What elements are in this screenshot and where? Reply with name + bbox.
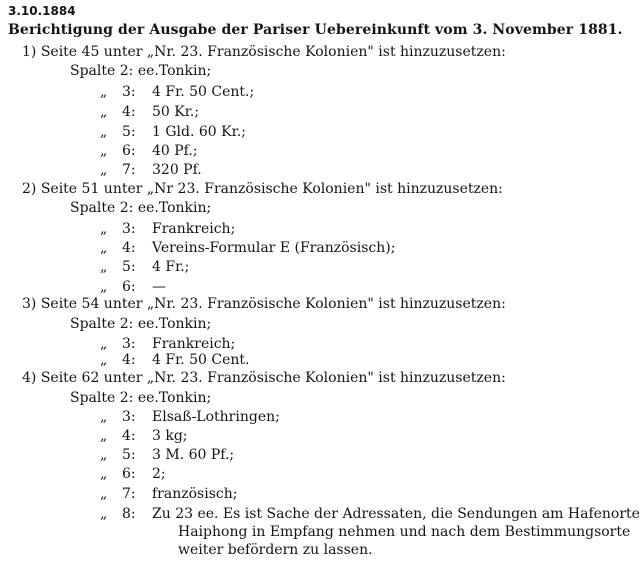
column-value: Zu 23 ee. Es ist Sache der Adressaten, die Sendungen am Hafenorte	[152, 506, 640, 522]
section-4-spalte-2: Spalte 2: ee.Tonkin;	[70, 390, 212, 406]
section-4-row-6	[100, 466, 166, 482]
ditto-mark: „	[100, 104, 108, 120]
ditto-mark: „	[100, 506, 108, 522]
column-number: 7:	[122, 486, 136, 502]
column-number: 4:	[122, 428, 136, 444]
section-1-row-6	[100, 143, 198, 159]
ditto-mark: „	[100, 162, 108, 178]
ditto-mark: „	[100, 447, 108, 463]
column-number: 4:	[122, 240, 136, 256]
ditto-mark: „	[100, 124, 108, 140]
column-value: 4 Fr. 50 Cent.;	[152, 84, 255, 100]
continuation-line-2: weiter befördern zu lassen.	[178, 542, 373, 558]
column-value: Frankreich;	[152, 221, 236, 237]
section-3-row-3	[100, 336, 235, 352]
ditto-mark: „	[100, 336, 108, 352]
section-1-spalte-2: Spalte 2: ee.Tonkin;	[70, 63, 212, 79]
column-value: Elsaß-Lothringen;	[152, 409, 280, 425]
ditto-mark: „	[100, 143, 108, 159]
column-value: 4 Fr.;	[152, 259, 190, 275]
ditto-mark: „	[100, 486, 108, 502]
document-heading: Berichtigung der Ausgabe der Pariser Uebereinkunft vom 3. November 1881.	[8, 22, 623, 38]
column-number: 3:	[122, 409, 136, 425]
section-2-row-4	[100, 240, 395, 256]
column-value: französisch;	[152, 486, 238, 502]
section-3-spalte-2: Spalte 2: ee.Tonkin;	[70, 316, 212, 332]
ditto-mark: „	[100, 240, 108, 256]
column-number: 4:	[122, 104, 136, 120]
column-number: 3:	[122, 336, 136, 352]
column-number: 3:	[122, 221, 136, 237]
document-date: 3.10.1884	[8, 4, 76, 18]
column-value: 40 Pf.;	[152, 143, 198, 159]
section-1-row-3	[100, 84, 254, 100]
column-number: 5:	[122, 259, 136, 275]
column-number: 7:	[122, 162, 136, 178]
column-number: 5:	[122, 124, 136, 140]
column-number: 6:	[122, 279, 136, 295]
column-number: 3:	[122, 84, 136, 100]
section-4-row-8	[100, 506, 640, 522]
ditto-mark: „	[100, 428, 108, 444]
ditto-mark: „	[100, 279, 108, 295]
ditto-mark: „	[100, 352, 108, 368]
column-value: 320 Pf.	[152, 162, 202, 178]
section-2-row-5	[100, 259, 189, 275]
section-2-title: 2) Seite 51 unter „Nr 23. Französische Kolonien" ist hinzuzusetzen:	[22, 181, 503, 197]
section-1-row-4	[100, 104, 199, 120]
section-4-row-4	[100, 428, 188, 444]
section-1-title: 1) Seite 45 unter „Nr. 23. Französische Kolonien" ist hinzuzusetzen:	[22, 44, 506, 60]
section-3-title: 3) Seite 54 unter „Nr. 23. Französische Kolonien" ist hinzuzusetzen:	[22, 296, 506, 312]
section-4-title: 4) Seite 62 unter „Nr. 23. Französische Kolonien" ist hinzuzusetzen:	[22, 370, 506, 386]
section-2-row-6	[100, 279, 166, 295]
column-number: 4:	[122, 352, 136, 368]
column-value: 3 kg;	[152, 428, 188, 444]
section-4-row-5	[100, 447, 234, 463]
ditto-mark: „	[100, 409, 108, 425]
ditto-mark: „	[100, 466, 108, 482]
column-value: 4 Fr. 50 Cent.	[152, 352, 250, 368]
continuation-line-1: Haiphong in Empfang nehmen und nach dem Bestimmungsorte	[178, 524, 631, 540]
column-number: 5:	[122, 447, 136, 463]
column-value: —	[152, 279, 166, 295]
section-2-row-3	[100, 221, 235, 237]
column-value: 3 M. 60 Pf.;	[152, 447, 235, 463]
section-4-row-3	[100, 409, 280, 425]
section-2-spalte-2: Spalte 2: ee.Tonkin;	[70, 200, 212, 216]
column-value: 50 Kr.;	[152, 104, 200, 120]
section-4-row-7	[100, 486, 237, 502]
column-value: 2;	[152, 466, 166, 482]
section-1-row-7	[100, 162, 202, 178]
section-1-row-5	[100, 124, 246, 140]
column-number: 6:	[122, 466, 136, 482]
column-value: 1 Gld. 60 Kr.;	[152, 124, 246, 140]
ditto-mark: „	[100, 259, 108, 275]
section-3-row-4	[100, 352, 249, 368]
column-number: 6:	[122, 143, 136, 159]
column-value: Vereins-Formular E (Französisch);	[152, 240, 396, 256]
ditto-mark: „	[100, 84, 108, 100]
ditto-mark: „	[100, 221, 108, 237]
column-value: Frankreich;	[152, 336, 236, 352]
column-number: 8:	[122, 506, 136, 522]
